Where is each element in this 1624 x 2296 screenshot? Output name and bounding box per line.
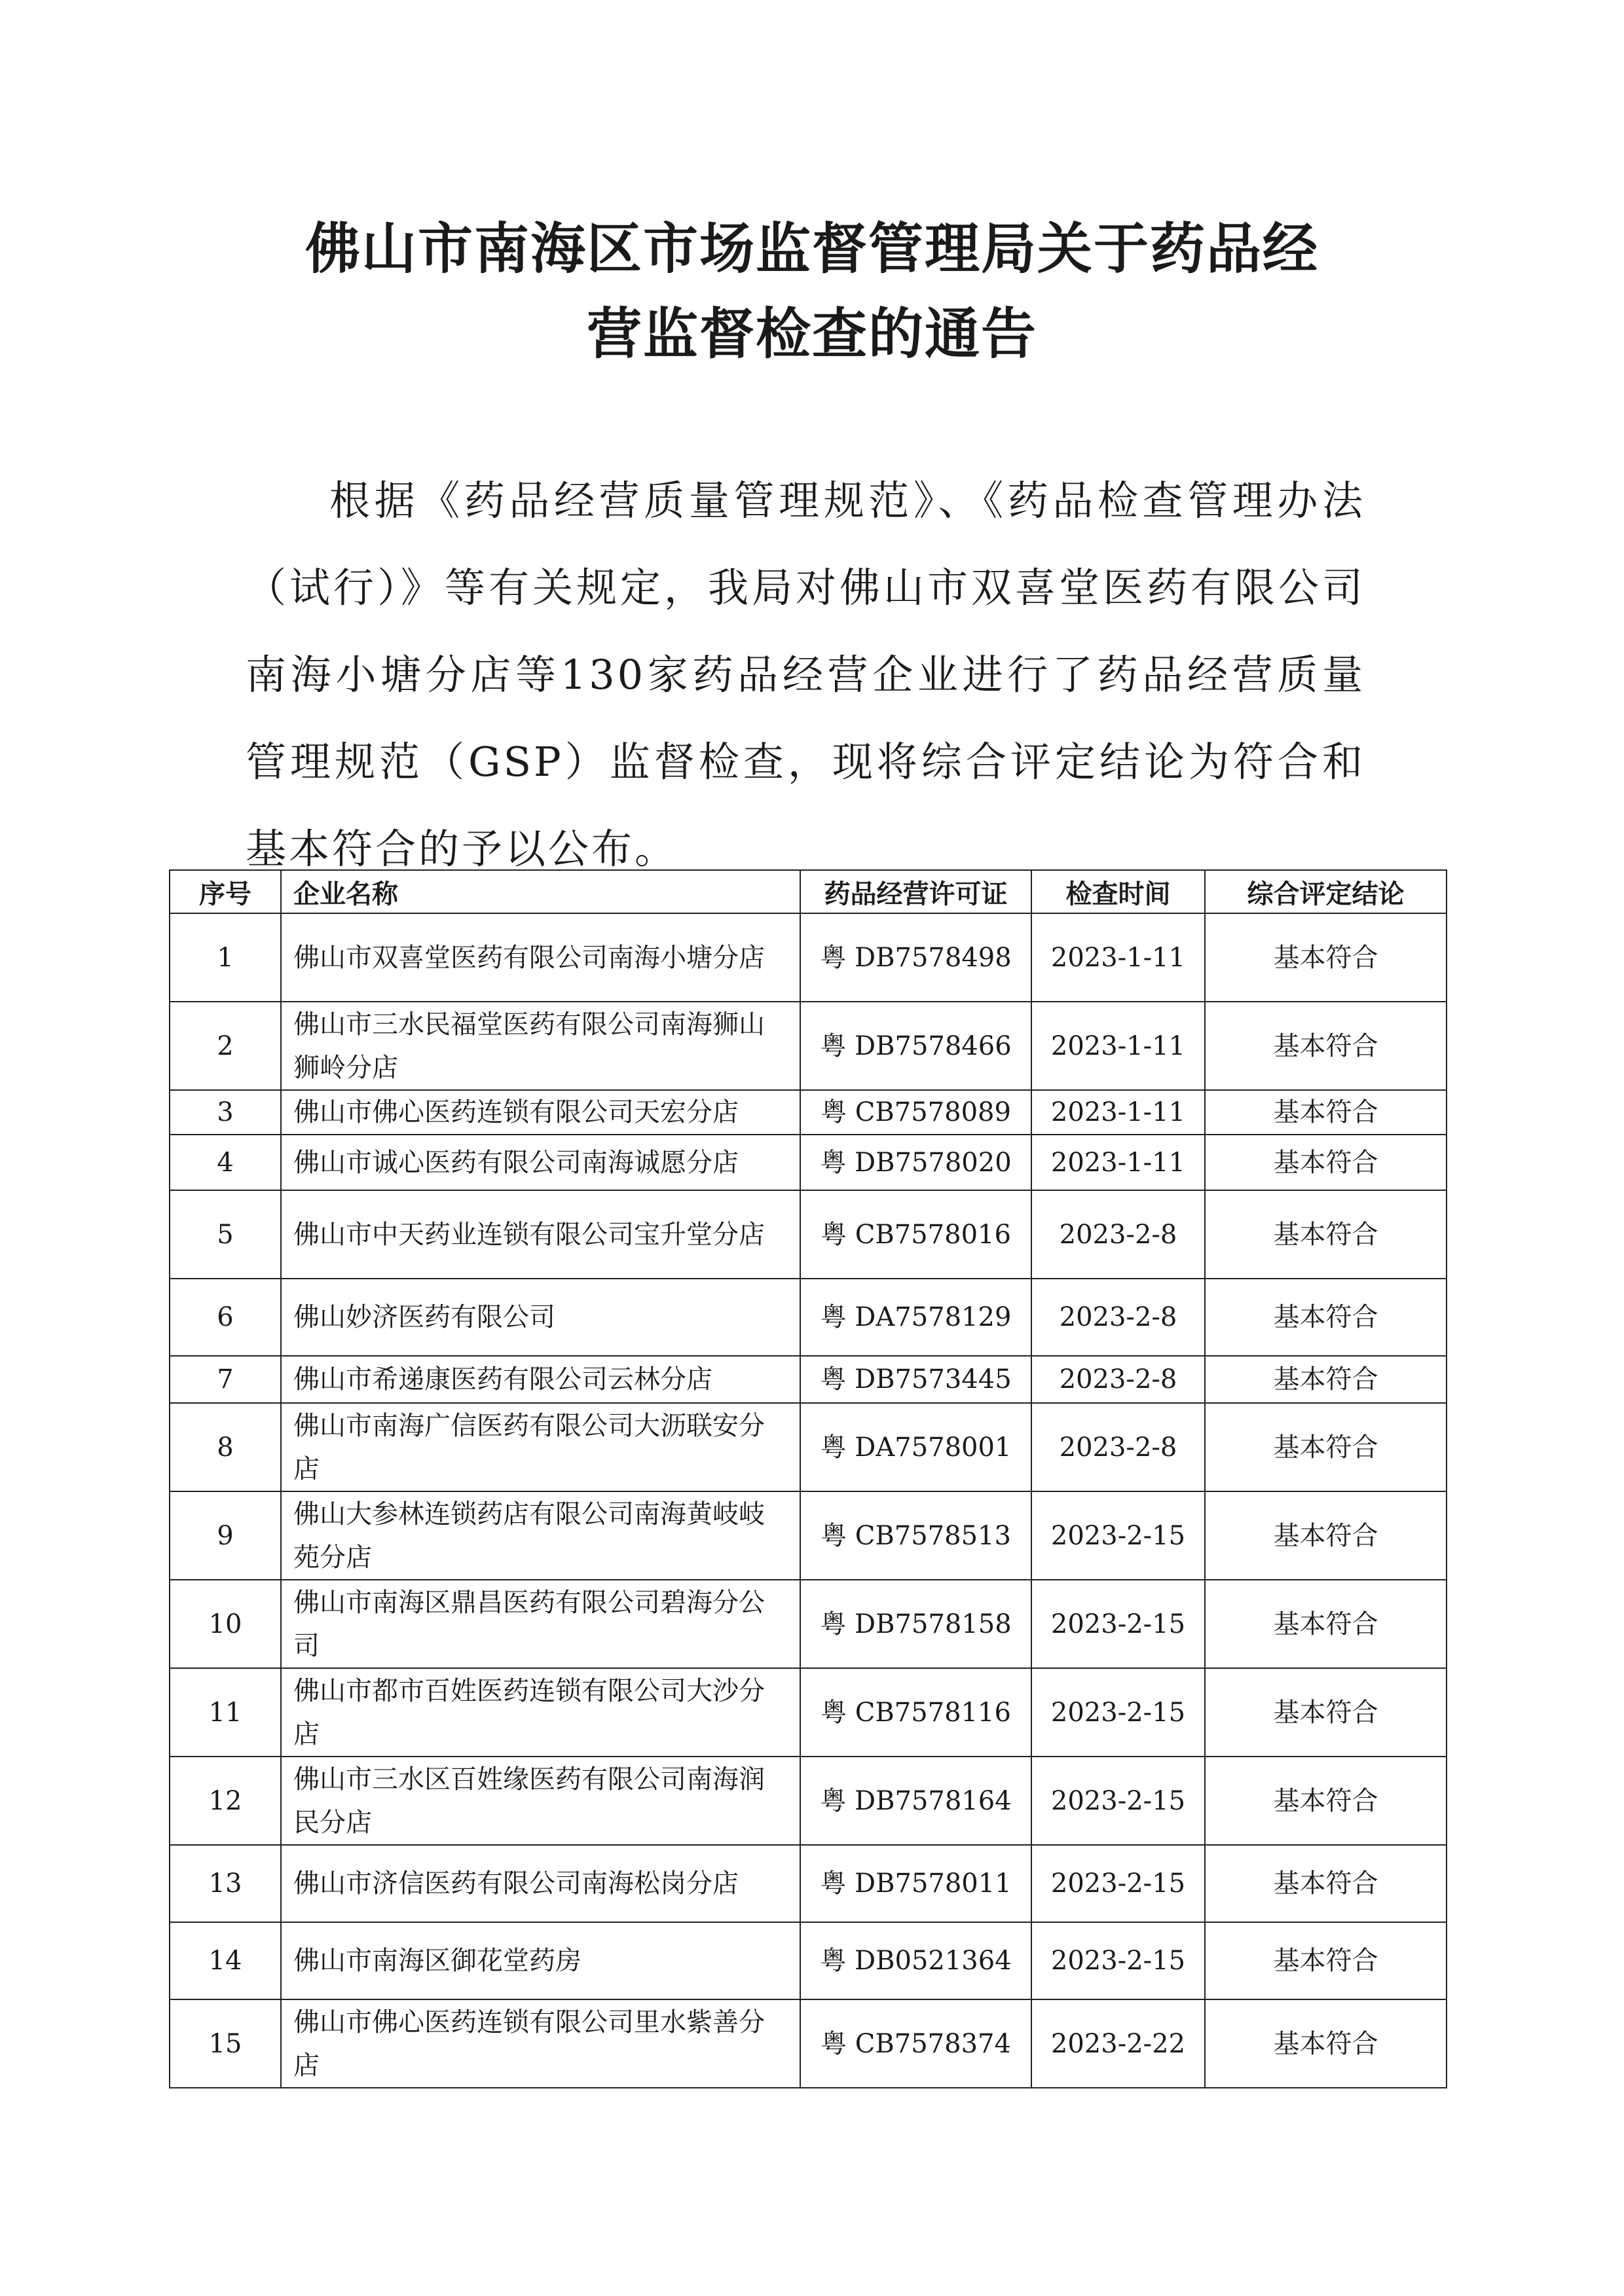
row-company-name: 佛山市佛心医药连锁有限公司里水紫善分店 <box>281 1999 800 2088</box>
row-license: 粤 CB7578513 <box>800 1491 1031 1580</box>
notice-paragraph: 根据《药品经营质量管理规范》、《药品检查管理办法（试行）》等有关规定，我局对佛山市双喜堂医药有限公司南海小塘分店等130家药品经营企业进行了药品经营质量管理规范（GSP）监督检查，现将综合评定结论为符合和基本符合的予以公布。 <box>246 477 1365 873</box>
row-company-name: 佛山市中天药业连锁有限公司宝升堂分店 <box>281 1190 800 1279</box>
row-date: 2023-2-15 <box>1031 1757 1205 1845</box>
row-date: 2023-1-11 <box>1031 913 1205 1002</box>
row-index: 13 <box>170 1845 281 1922</box>
table-row <box>170 1190 1447 1279</box>
row-result: 基本符合 <box>1205 913 1447 1002</box>
table-row <box>170 1002 1447 1090</box>
row-date: 2023-1-11 <box>1031 1090 1205 1135</box>
table-row <box>170 1135 1447 1190</box>
header-license: 药品经营许可证 <box>800 870 1031 913</box>
table-row <box>170 1491 1447 1580</box>
row-date: 2023-1-11 <box>1031 1002 1205 1090</box>
row-date: 2023-2-15 <box>1031 1845 1205 1922</box>
row-license: 粤 DB7578020 <box>800 1135 1031 1190</box>
row-company-name: 佛山市南海区御花堂药房 <box>281 1922 800 1999</box>
row-company-name: 佛山市南海广信医药有限公司大沥联安分店 <box>281 1403 800 1491</box>
row-result: 基本符合 <box>1205 1922 1447 1999</box>
row-index: 7 <box>170 1356 281 1403</box>
table-row <box>170 1999 1447 2088</box>
row-index: 9 <box>170 1491 281 1580</box>
row-license: 粤 DB0521364 <box>800 1922 1031 1999</box>
row-index: 8 <box>170 1403 281 1491</box>
row-index: 10 <box>170 1580 281 1668</box>
title-line-1: 佛山市南海区市场监督管理局关于药品经 <box>304 217 1319 281</box>
row-result: 基本符合 <box>1205 1279 1447 1356</box>
row-company-name: 佛山市诚心医药有限公司南海诚愿分店 <box>281 1135 800 1190</box>
row-index: 6 <box>170 1279 281 1356</box>
row-date: 2023-2-15 <box>1031 1668 1205 1757</box>
row-date: 2023-2-8 <box>1031 1403 1205 1491</box>
row-company-name: 佛山市三水民福堂医药有限公司南海狮山狮岭分店 <box>281 1002 800 1090</box>
row-result: 基本符合 <box>1205 1845 1447 1922</box>
table-row <box>170 1922 1447 1999</box>
row-result: 基本符合 <box>1205 1757 1447 1845</box>
row-license: 粤 DB7578466 <box>800 1002 1031 1090</box>
row-company-name: 佛山市希递康医药有限公司云林分店 <box>281 1356 800 1403</box>
row-company-name: 佛山妙济医药有限公司 <box>281 1279 800 1356</box>
table-row <box>170 1279 1447 1356</box>
row-company-name: 佛山市都市百姓医药连锁有限公司大沙分店 <box>281 1668 800 1757</box>
row-license: 粤 CB7578374 <box>800 1999 1031 2088</box>
row-company-name: 佛山市济信医药有限公司南海松岗分店 <box>281 1845 800 1922</box>
row-license: 粤 DB7578164 <box>800 1757 1031 1845</box>
row-license: 粤 DB7573445 <box>800 1356 1031 1403</box>
table-row <box>170 1668 1447 1757</box>
row-license: 粤 DB7578158 <box>800 1580 1031 1668</box>
table-row <box>170 1580 1447 1668</box>
row-company-name: 佛山市佛心医药连锁有限公司天宏分店 <box>281 1090 800 1135</box>
header-inspection-date: 检查时间 <box>1031 870 1205 913</box>
row-date: 2023-1-11 <box>1031 1135 1205 1190</box>
row-index: 12 <box>170 1757 281 1845</box>
row-index: 3 <box>170 1090 281 1135</box>
row-license: 粤 CB7578016 <box>800 1190 1031 1279</box>
row-index: 14 <box>170 1922 281 1999</box>
row-index: 11 <box>170 1668 281 1757</box>
table-row <box>170 1090 1447 1135</box>
row-company-name: 佛山市南海区鼎昌医药有限公司碧海分公司 <box>281 1580 800 1668</box>
row-result: 基本符合 <box>1205 1999 1447 2088</box>
header-result: 综合评定结论 <box>1205 870 1447 913</box>
row-date: 2023-2-8 <box>1031 1190 1205 1279</box>
row-date: 2023-2-8 <box>1031 1279 1205 1356</box>
row-result: 基本符合 <box>1205 1356 1447 1403</box>
row-date: 2023-2-15 <box>1031 1491 1205 1580</box>
row-license: 粤 DA7578129 <box>800 1279 1031 1356</box>
row-license: 粤 CB7578116 <box>800 1668 1031 1757</box>
row-license: 粤 DB7578011 <box>800 1845 1031 1922</box>
table-row <box>170 913 1447 1002</box>
header-company-name: 企业名称 <box>281 870 800 913</box>
row-date: 2023-2-22 <box>1031 1999 1205 2088</box>
row-company-name: 佛山大参林连锁药店有限公司南海黄岐岐苑分店 <box>281 1491 800 1580</box>
row-result: 基本符合 <box>1205 1002 1447 1090</box>
header-index: 序号 <box>170 870 281 913</box>
row-index: 2 <box>170 1002 281 1090</box>
row-result: 基本符合 <box>1205 1403 1447 1491</box>
table-row <box>170 1757 1447 1845</box>
row-license: 粤 DA7578001 <box>800 1403 1031 1491</box>
row-index: 15 <box>170 1999 281 2088</box>
document-title <box>164 206 1460 376</box>
table-row <box>170 1403 1447 1491</box>
row-date: 2023-2-8 <box>1031 1356 1205 1403</box>
row-date: 2023-2-15 <box>1031 1580 1205 1668</box>
title-line-2: 营监督检查的通告 <box>586 302 1037 366</box>
row-index: 1 <box>170 913 281 1002</box>
row-index: 4 <box>170 1135 281 1190</box>
row-license: 粤 CB7578089 <box>800 1090 1031 1135</box>
row-result: 基本符合 <box>1205 1135 1447 1190</box>
row-date: 2023-2-15 <box>1031 1922 1205 1999</box>
row-result: 基本符合 <box>1205 1090 1447 1135</box>
row-company-name: 佛山市双喜堂医药有限公司南海小塘分店 <box>281 913 800 1002</box>
table-row <box>170 1845 1447 1922</box>
row-index: 5 <box>170 1190 281 1279</box>
table-header-row <box>170 870 1447 913</box>
row-result: 基本符合 <box>1205 1580 1447 1668</box>
inspection-results-table <box>169 869 1447 2088</box>
row-license: 粤 DB7578498 <box>800 913 1031 1002</box>
row-company-name: 佛山市三水区百姓缘医药有限公司南海润民分店 <box>281 1757 800 1845</box>
row-result: 基本符合 <box>1205 1491 1447 1580</box>
row-result: 基本符合 <box>1205 1190 1447 1279</box>
row-result: 基本符合 <box>1205 1668 1447 1757</box>
table-row <box>170 1356 1447 1403</box>
